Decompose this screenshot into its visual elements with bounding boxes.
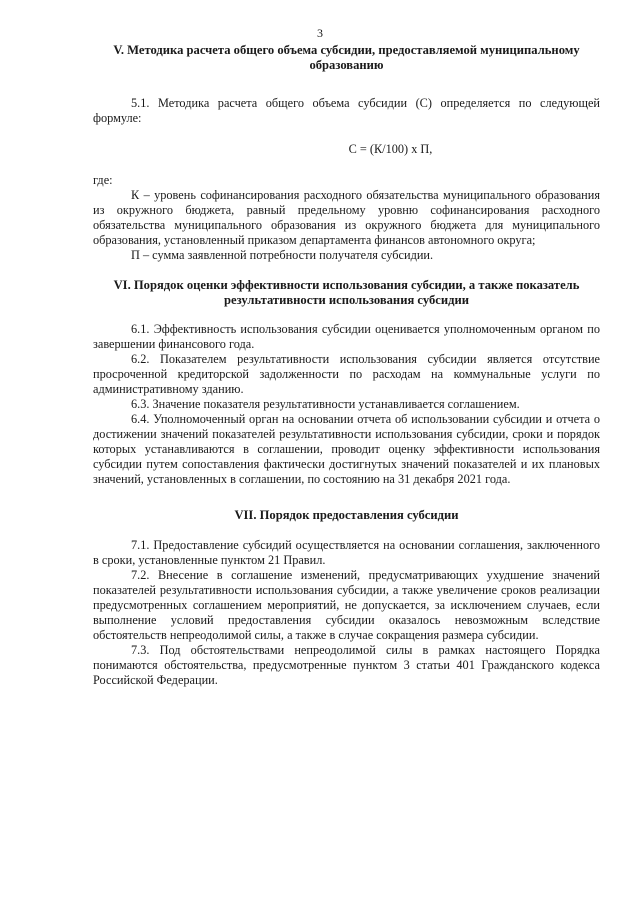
page-number: 3 bbox=[317, 26, 323, 40]
paragraph-6-1: 6.1. Эффективность использования субсидии оценивается уполномоченным органом по завершении финансового года. bbox=[93, 322, 600, 351]
definition-p: П – сумма заявленной потребности получателя субсидии. bbox=[131, 248, 434, 262]
section-vii bbox=[93, 508, 600, 688]
paragraph-6-4: 6.4. Уполномоченный орган на основании отчета об использовании субсидии и отчета о достижении значений показателей результативности использования субсидии, сроки и порядок которых устанавливаются в соглашении, проводит оценку эффективности использования субсидии путем сопоставления фактически достигнутых значений показателей и их плановых значений, установленных в соглашении, по состоянию на 31 декабря 2021 года. bbox=[93, 412, 600, 486]
paragraph-6-3: 6.3. Значение показателя результативности устанавливается соглашением. bbox=[131, 397, 520, 411]
paragraph-5-1: 5.1. Методика расчета общего объема субсидии (С) определяется по следующей формуле: bbox=[93, 96, 600, 125]
definition-k: К – уровень софинансирования расходного обязательства муниципального образования из окружного бюджета, равный предельному уровню софинансирования расходного обязательства муниципального образования из окружного бюджета для муниципального образования, установленный приказом департамента финансов автономного округа; bbox=[93, 188, 600, 247]
formula: С = (К/100) х П, bbox=[348, 142, 433, 156]
section-v bbox=[93, 43, 600, 263]
document-body bbox=[93, 43, 600, 688]
section-vi-title: VI. Порядок оценки эффективности использования субсидии, а также показатель результативности использования субсидии bbox=[113, 278, 580, 307]
section-v-title: V. Методика расчета общего объема субсидии, предоставляемой муниципальному образованию bbox=[113, 43, 580, 72]
section-vi bbox=[93, 278, 600, 487]
paragraph-7-3: 7.3. Под обстоятельствами непреодолимой силы в рамках настоящего Порядка понимаются обстоятельства, предусмотренные пунктом 3 статьи 401 Гражданского кодекса Российской Федерации. bbox=[93, 643, 600, 687]
paragraph-7-1: 7.1. Предоставление субсидий осуществляется на основании соглашения, заключенного в сроки, установленные пунктом 21 Правил. bbox=[93, 538, 600, 567]
section-vii-title: VII. Порядок предоставления субсидии bbox=[234, 508, 459, 522]
paragraph-6-2: 6.2. Показателем результативности использования субсидии является отсутствие просроченной кредиторской задолженности по расходам на коммунальные услуги по административному зданию. bbox=[93, 352, 600, 396]
where-label: где: bbox=[93, 173, 113, 187]
paragraph-7-2: 7.2. Внесение в соглашение изменений, предусматривающих ухудшение значений показателей результативности использования субсидии, а также увеличение сроков реализации предусмотренных соглашением мероприятий, не допускается, за исключением случаев, если выполнение условий предоставления субсидии оказалось невозможным вследствие обстоятельств непреодолимой силы, а также в случае сокращения размера субсидии. bbox=[93, 568, 600, 642]
